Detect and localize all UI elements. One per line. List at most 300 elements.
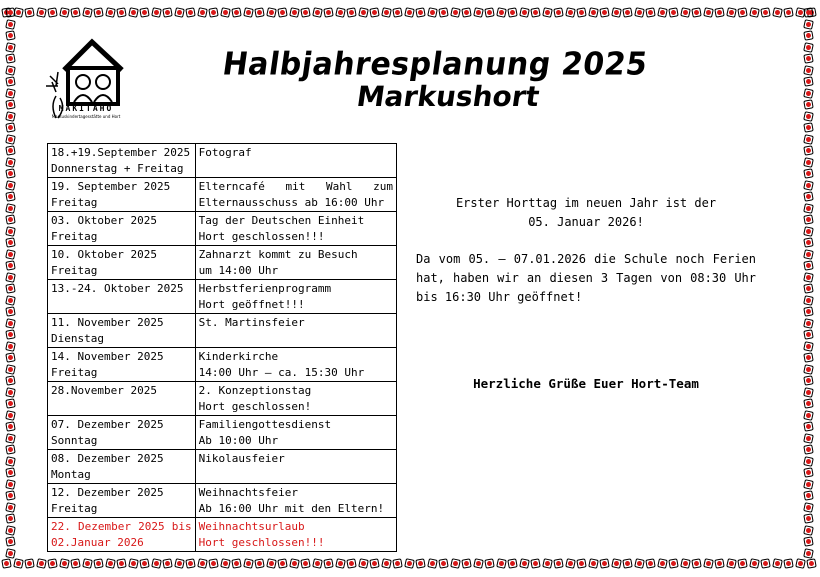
border-dot-icon: [243, 7, 254, 18]
border-dot-icon: [803, 19, 814, 30]
event-line-2: Ab 16:00 Uhr mit den Eltern!: [198, 501, 385, 515]
date-line-1: 10. Oktober 2025: [51, 248, 157, 261]
border-dot-icon: [803, 191, 813, 201]
event-line-1: Elterncafé mit Wahl zum: [198, 180, 393, 193]
date-line-2: Montag: [51, 467, 91, 481]
border-dot-icon: [5, 19, 16, 30]
border-dot-icon: [5, 375, 15, 385]
date-cell: [48, 144, 196, 178]
border-dot-icon: [530, 7, 540, 17]
border-dot-icon: [803, 536, 813, 546]
border-dot-icon: [803, 180, 814, 191]
border-dot-icon: [5, 168, 15, 178]
date-cell: [48, 518, 196, 552]
border-dot-icon: [404, 558, 415, 569]
border-dot-icon: [5, 99, 15, 109]
border-dot-icon: [450, 558, 461, 569]
border-dot-icon: [519, 7, 530, 18]
border-dot-icon: [5, 157, 16, 168]
border-dot-icon: [5, 318, 16, 329]
date-line-2: Freitag: [51, 195, 98, 209]
border-dot-icon: [5, 260, 15, 270]
border-dot-icon: [231, 558, 241, 568]
border-dot-icon: [803, 76, 813, 86]
border-dot-icon: [803, 433, 814, 444]
border-dot-icon: [803, 53, 813, 63]
decorative-border-bottom: [0, 557, 820, 571]
border-dot-icon: [473, 7, 484, 18]
border-dot-icon: [519, 558, 530, 569]
border-dot-icon: [346, 7, 356, 17]
date-line-1: 11. November 2025: [51, 316, 164, 329]
event-cell: [195, 314, 396, 348]
border-dot-icon: [803, 398, 813, 408]
border-dot-icon: [461, 558, 471, 568]
border-dot-icon: [5, 513, 15, 523]
border-dot-icon: [5, 214, 15, 224]
border-dot-icon: [105, 7, 116, 18]
border-dot-icon: [737, 7, 747, 17]
date-line-1: 14. November 2025: [51, 350, 164, 363]
border-dot-icon: [5, 30, 15, 40]
border-dot-icon: [803, 525, 814, 536]
event-line-1: Tag der Deutschen Einheit: [198, 214, 365, 227]
border-dot-icon: [803, 249, 814, 260]
border-dot-icon: [803, 272, 814, 283]
border-dot-icon: [5, 226, 16, 237]
border-dot-icon: [289, 7, 300, 18]
border-dot-icon: [24, 558, 34, 568]
border-dot-icon: [599, 558, 609, 568]
date-line-1: 22. Dezember 2025 bis: [51, 520, 192, 533]
date-cell: [48, 416, 196, 450]
date-line-1: 07. Dezember 2025: [51, 418, 164, 431]
border-dot-icon: [5, 111, 16, 122]
border-dot-icon: [5, 410, 16, 421]
event-line-2: Hort geschlossen!: [198, 399, 312, 413]
border-dot-icon: [231, 7, 241, 17]
table-row: [48, 212, 397, 246]
border-dot-icon: [803, 467, 813, 477]
border-dot-icon: [622, 558, 632, 568]
border-dot-icon: [5, 65, 16, 76]
schedule-table: [47, 143, 397, 552]
greeting: Herzliche Grüße Euer Hort-Team: [473, 376, 699, 391]
border-dot-icon: [162, 7, 172, 17]
border-dot-icon: [803, 502, 814, 513]
date-line-2: Sonntag: [51, 433, 98, 447]
event-line-2: Ab 10:00 Uhr: [198, 433, 279, 447]
border-dot-icon: [657, 558, 668, 569]
logo-subtitle: Markuskindertagesstätte und Hort: [51, 114, 121, 119]
date-cell: [48, 348, 196, 382]
border-dot-icon: [5, 398, 15, 408]
border-dot-icon: [5, 145, 15, 155]
date-cell: [48, 314, 196, 348]
title-line-1: Halbjahresplanung 2025: [220, 46, 650, 83]
date-line-1: 28.November 2025: [51, 384, 157, 397]
border-dot-icon: [381, 7, 392, 18]
border-dot-icon: [369, 7, 379, 17]
event-cell: [195, 348, 396, 382]
title-line-2: Markushort: [354, 80, 542, 113]
border-dot-icon: [703, 558, 714, 569]
border-dot-icon: [5, 191, 15, 201]
border-dot-icon: [450, 7, 461, 18]
border-dot-icon: [174, 558, 185, 569]
date-line-2: Freitag: [51, 365, 98, 379]
event-cell: [195, 178, 396, 212]
border-dot-icon: [266, 558, 277, 569]
border-dot-icon: [185, 558, 195, 568]
date-cell: [48, 212, 196, 246]
border-dot-icon: [737, 558, 747, 568]
date-line-1: 12. Dezember 2025: [51, 486, 164, 499]
border-dot-icon: [162, 558, 172, 568]
border-dot-icon: [496, 7, 507, 18]
decorative-border-left: [4, 6, 18, 571]
border-dot-icon: [358, 558, 369, 569]
border-dot-icon: [803, 341, 814, 352]
border-dot-icon: [726, 7, 737, 18]
border-dot-icon: [803, 134, 814, 145]
table-row: [48, 178, 397, 212]
border-dot-icon: [5, 329, 15, 339]
border-dot-icon: [116, 558, 126, 568]
border-dot-icon: [381, 558, 392, 569]
event-cell: [195, 518, 396, 552]
border-dot-icon: [657, 7, 668, 18]
date-line-2: Dienstag: [51, 331, 104, 345]
border-dot-icon: [803, 329, 813, 339]
border-dot-icon: [369, 558, 379, 568]
date-cell: [48, 246, 196, 280]
event-cell: [195, 212, 396, 246]
border-dot-icon: [5, 122, 15, 132]
border-dot-icon: [5, 364, 16, 375]
border-dot-icon: [588, 558, 599, 569]
border-dot-icon: [691, 558, 701, 568]
border-dot-icon: [473, 558, 484, 569]
border-dot-icon: [185, 7, 195, 17]
table-row: [48, 416, 397, 450]
border-dot-icon: [335, 558, 346, 569]
border-dot-icon: [461, 7, 471, 17]
border-dot-icon: [803, 42, 814, 53]
date-cell: [48, 382, 196, 416]
border-dot-icon: [174, 7, 185, 18]
table-row: [48, 246, 397, 280]
border-dot-icon: [243, 558, 254, 569]
border-dot-icon: [783, 7, 793, 17]
border-dot-icon: [266, 7, 277, 18]
border-dot-icon: [151, 7, 162, 18]
table-row: [48, 450, 397, 484]
border-dot-icon: [634, 558, 645, 569]
border-dot-icon: [5, 203, 16, 214]
border-dot-icon: [553, 558, 563, 568]
border-dot-icon: [5, 76, 15, 86]
event-cell: [195, 246, 396, 280]
border-dot-icon: [197, 558, 208, 569]
border-dot-icon: [105, 558, 116, 569]
border-dot-icon: [634, 7, 645, 18]
border-dot-icon: [803, 111, 814, 122]
border-dot-icon: [803, 237, 813, 247]
border-dot-icon: [5, 7, 15, 17]
border-dot-icon: [668, 7, 678, 17]
border-dot-icon: [5, 180, 16, 191]
date-line-2: Freitag: [51, 229, 98, 243]
border-dot-icon: [5, 306, 15, 316]
holiday-note: Da vom 05. – 07.01.2026 die Schule noch Ferien hat, haben wir an diesen 3 Tagen von 08:30 Uhr bis 16:30 Uhr geöffnet!: [416, 252, 756, 304]
border-dot-icon: [415, 7, 425, 17]
border-dot-icon: [5, 548, 16, 559]
border-dot-icon: [803, 283, 813, 293]
border-dot-icon: [496, 558, 507, 569]
border-dot-icon: [803, 479, 814, 490]
border-dot-icon: [803, 214, 813, 224]
event-line-1: St. Martinsfeier: [198, 316, 305, 329]
border-dot-icon: [323, 558, 333, 568]
border-dot-icon: [530, 558, 540, 568]
border-dot-icon: [5, 341, 16, 352]
event-line-2: Hort geschlossen!!!: [198, 229, 325, 243]
border-dot-icon: [5, 467, 15, 477]
border-dot-icon: [277, 558, 287, 568]
border-dot-icon: [803, 295, 814, 306]
border-dot-icon: [507, 558, 517, 568]
border-dot-icon: [576, 558, 586, 568]
event-line-1: Fotograf: [198, 146, 252, 159]
event-line-2: Elternausschuss ab 16:00 Uhr: [198, 195, 385, 209]
date-line-2: Donnerstag + Freitag: [51, 161, 184, 175]
border-dot-icon: [749, 558, 760, 569]
border-dot-icon: [5, 283, 15, 293]
table-row: [48, 144, 397, 178]
border-dot-icon: [254, 7, 264, 17]
border-dot-icon: [749, 7, 760, 18]
border-dot-icon: [427, 558, 438, 569]
border-dot-icon: [5, 295, 16, 306]
border-dot-icon: [803, 168, 813, 178]
border-dot-icon: [5, 479, 16, 490]
event-cell: [195, 144, 396, 178]
border-dot-icon: [484, 7, 494, 17]
border-dot-icon: [484, 558, 494, 568]
border-dot-icon: [553, 7, 563, 17]
border-dot-icon: [803, 410, 814, 421]
border-dot-icon: [5, 352, 15, 362]
date-line-1: 19. September 2025: [51, 180, 171, 193]
event-cell: [195, 450, 396, 484]
border-dot-icon: [5, 249, 16, 260]
border-dot-icon: [542, 558, 553, 569]
border-dot-icon: [5, 421, 15, 431]
event-line-2: Hort geöffnet!!!: [198, 297, 305, 311]
border-dot-icon: [5, 88, 16, 99]
border-dot-icon: [507, 7, 517, 17]
border-dot-icon: [415, 558, 425, 568]
border-dot-icon: [36, 558, 47, 569]
border-dot-icon: [323, 7, 333, 17]
border-dot-icon: [358, 7, 369, 18]
border-dot-icon: [803, 203, 814, 214]
border-dot-icon: [622, 7, 632, 17]
border-dot-icon: [803, 421, 813, 431]
table-row: [48, 314, 397, 348]
first-day-line-2: 05. Januar 2026!: [528, 215, 644, 229]
border-dot-icon: [803, 306, 813, 316]
border-dot-icon: [197, 7, 208, 18]
border-dot-icon: [803, 456, 814, 467]
date-line-2: Freitag: [51, 501, 98, 515]
border-dot-icon: [714, 7, 724, 17]
border-dot-icon: [803, 548, 814, 559]
border-dot-icon: [668, 558, 678, 568]
border-dot-icon: [565, 7, 576, 18]
border-dot-icon: [803, 7, 813, 17]
event-line-1: Kinderkirche: [198, 350, 279, 363]
border-dot-icon: [300, 558, 310, 568]
border-dot-icon: [565, 558, 576, 569]
table-row: [48, 484, 397, 518]
event-line-1: 2. Konzeptionstag: [198, 384, 312, 397]
event-cell: [195, 280, 396, 314]
border-dot-icon: [151, 558, 162, 569]
decorative-border-right: [802, 6, 816, 571]
table-row: [48, 280, 397, 314]
border-dot-icon: [772, 558, 783, 569]
border-dot-icon: [803, 226, 814, 237]
border-dot-icon: [300, 7, 310, 17]
border-dot-icon: [5, 237, 15, 247]
border-dot-icon: [803, 513, 813, 523]
border-dot-icon: [599, 7, 609, 17]
event-line-1: Weihnachtsurlaub: [198, 520, 305, 533]
border-dot-icon: [588, 7, 599, 18]
border-dot-icon: [93, 7, 103, 17]
border-dot-icon: [611, 7, 622, 18]
border-dot-icon: [760, 7, 770, 17]
border-dot-icon: [82, 558, 93, 569]
border-dot-icon: [128, 7, 139, 18]
border-dot-icon: [803, 260, 813, 270]
border-dot-icon: [726, 558, 737, 569]
border-dot-icon: [803, 157, 814, 168]
border-dot-icon: [254, 558, 264, 568]
border-dot-icon: [645, 7, 655, 17]
border-dot-icon: [803, 99, 813, 109]
logo-name: MAKITAHO: [58, 104, 114, 113]
date-line-2: Freitag: [51, 263, 98, 277]
border-dot-icon: [5, 42, 16, 53]
date-cell: [48, 178, 196, 212]
border-dot-icon: [5, 502, 16, 513]
decorative-border-top: [0, 6, 820, 20]
border-dot-icon: [47, 558, 57, 568]
border-dot-icon: [576, 7, 586, 17]
border-dot-icon: [803, 375, 813, 385]
border-dot-icon: [70, 558, 80, 568]
border-dot-icon: [128, 558, 139, 569]
border-dot-icon: [139, 558, 149, 568]
border-dot-icon: [5, 536, 15, 546]
border-dot-icon: [346, 558, 356, 568]
border-dot-icon: [36, 7, 47, 18]
border-dot-icon: [703, 7, 714, 18]
border-dot-icon: [438, 558, 448, 568]
border-dot-icon: [783, 558, 793, 568]
border-dot-icon: [5, 53, 15, 63]
border-dot-icon: [404, 7, 415, 18]
border-dot-icon: [59, 7, 70, 18]
border-dot-icon: [5, 456, 16, 467]
border-dot-icon: [116, 7, 126, 17]
border-dot-icon: [803, 30, 813, 40]
event-line-2: Hort geschlossen!!!: [198, 535, 325, 549]
border-dot-icon: [5, 387, 16, 398]
border-dot-icon: [24, 7, 34, 17]
border-dot-icon: [312, 558, 323, 569]
date-cell: [48, 484, 196, 518]
border-dot-icon: [803, 65, 814, 76]
event-line-2: 14:00 Uhr – ca. 15:30 Uhr: [198, 365, 365, 379]
border-dot-icon: [803, 352, 813, 362]
event-line-1: Nikolausfeier: [198, 452, 285, 465]
border-dot-icon: [803, 88, 814, 99]
event-line-1: Weihnachtsfeier: [198, 486, 298, 499]
event-cell: [195, 484, 396, 518]
border-dot-icon: [208, 558, 218, 568]
border-dot-icon: [220, 7, 231, 18]
first-day-note: [416, 194, 756, 232]
border-dot-icon: [139, 7, 149, 17]
border-dot-icon: [47, 7, 57, 17]
border-dot-icon: [772, 7, 783, 18]
border-dot-icon: [277, 7, 287, 17]
border-dot-icon: [427, 7, 438, 18]
border-dot-icon: [392, 7, 402, 17]
event-line-2: um 14:00 Uhr: [198, 263, 279, 277]
border-dot-icon: [5, 444, 15, 454]
border-dot-icon: [220, 558, 231, 569]
first-day-line-1: Erster Horttag im neuen Jahr ist der: [455, 196, 717, 210]
border-dot-icon: [70, 7, 80, 17]
table-row: [48, 348, 397, 382]
border-dot-icon: [803, 145, 813, 155]
border-dot-icon: [803, 122, 813, 132]
date-line-2: 02.Januar 2026: [51, 535, 144, 549]
event-line-1: Zahnarzt kommt zu Besuch: [198, 248, 358, 261]
border-dot-icon: [93, 558, 103, 568]
border-dot-icon: [5, 272, 16, 283]
border-dot-icon: [760, 558, 770, 568]
border-dot-icon: [803, 444, 813, 454]
border-dot-icon: [645, 558, 655, 568]
border-dot-icon: [803, 318, 814, 329]
border-dot-icon: [208, 7, 218, 17]
event-line-1: Familiengottesdienst: [198, 418, 332, 431]
border-dot-icon: [680, 558, 691, 569]
border-dot-icon: [542, 7, 553, 18]
border-dot-icon: [438, 7, 448, 17]
border-dot-icon: [289, 558, 300, 569]
border-dot-icon: [5, 433, 16, 444]
date-cell: [48, 450, 196, 484]
border-dot-icon: [5, 490, 15, 500]
border-dot-icon: [803, 387, 814, 398]
